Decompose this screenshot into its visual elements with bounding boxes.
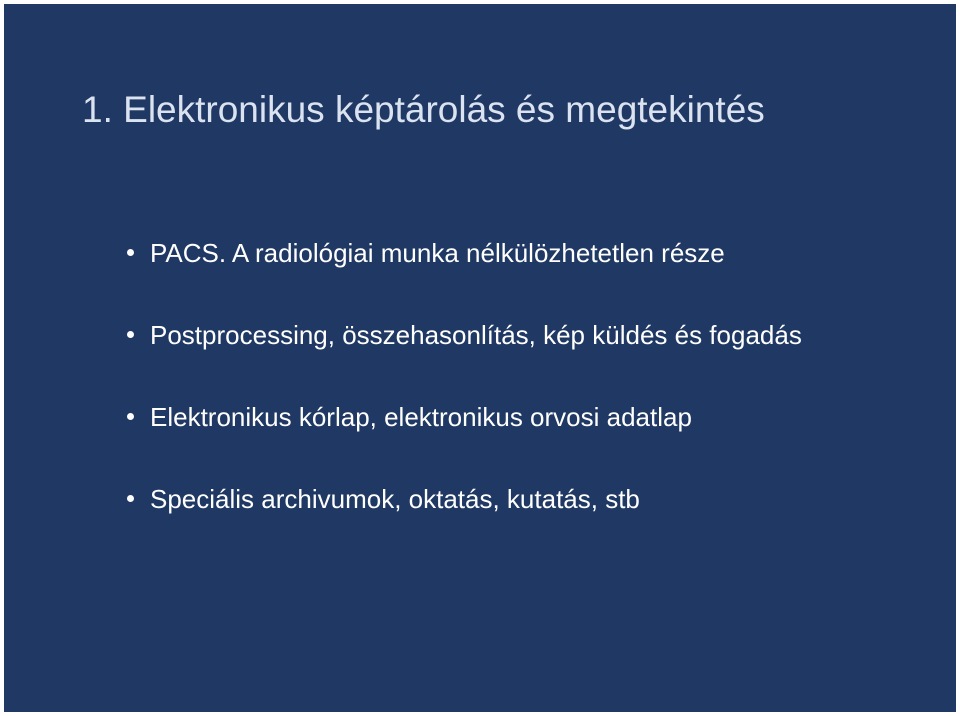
bullet-text: Postprocessing, összehasonlítás, kép küldés és fogadás xyxy=(150,320,802,350)
bullet-text: Speciális archivumok, oktatás, kutatás, stb xyxy=(150,484,640,514)
slide xyxy=(4,4,956,712)
bullet-text: PACS. A radiológiai munka nélkülözhetetlen része xyxy=(150,238,725,268)
bullet-dot-icon xyxy=(127,413,134,420)
bullet-dot-icon xyxy=(127,331,134,338)
bullet-dot-icon xyxy=(127,249,134,256)
bullet-item xyxy=(122,394,802,476)
bullet-list xyxy=(122,230,802,558)
bullet-item xyxy=(122,476,802,558)
slide-title: 1. Elektronikus képtárolás és megtekintés xyxy=(82,89,765,130)
bullet-item xyxy=(122,230,802,312)
bullet-dot-icon xyxy=(127,495,134,502)
bullet-item xyxy=(122,312,802,394)
bullet-text: Elektronikus kórlap, elektronikus orvosi adatlap xyxy=(150,402,692,432)
